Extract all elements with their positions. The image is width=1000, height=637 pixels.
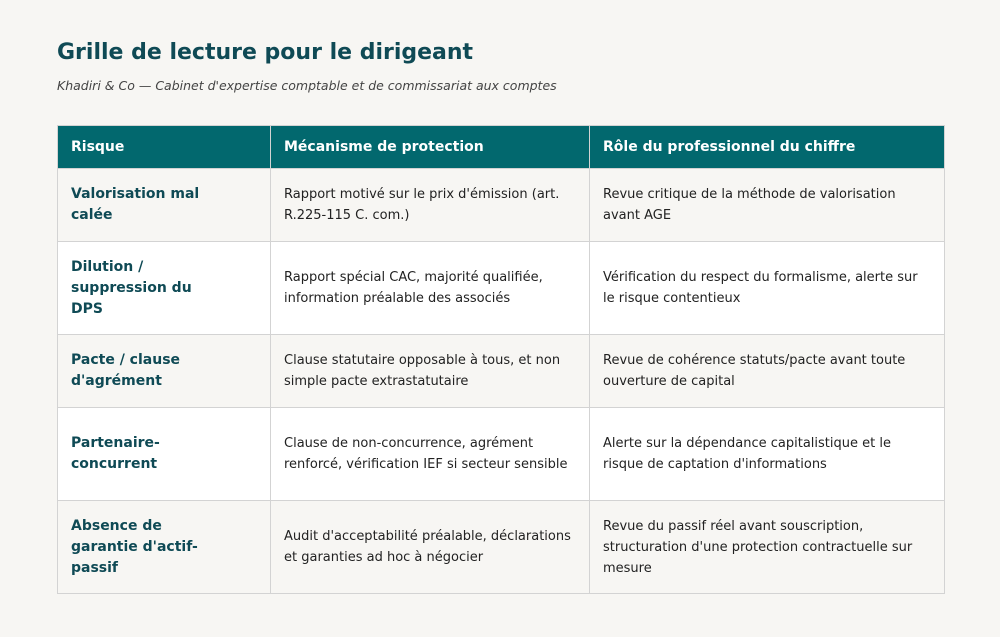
table-row — [58, 408, 945, 501]
table-row — [58, 501, 945, 594]
page-title: Grille de lecture pour le dirigeant — [57, 40, 474, 65]
role-cell: Vérification du respect du formalisme, alerte sur le risque contentieux — [590, 242, 945, 335]
risk-cell: Dilution / suppression du DPS — [58, 242, 271, 335]
table-header-row — [58, 126, 945, 169]
column-header-risk: Risque — [58, 126, 271, 169]
mechanism-cell: Rapport spécial CAC, majorité qualifiée, information préalable des associés — [271, 242, 590, 335]
role-cell: Alerte sur la dépendance capitalistique et le risque de captation d'informations — [590, 408, 945, 501]
column-header-role: Rôle du professionnel du chiffre — [590, 126, 945, 169]
risk-table — [57, 125, 945, 594]
column-header-mechanism: Mécanisme de protection — [271, 126, 590, 169]
mechanism-cell: Clause de non-concurrence, agrément renforcé, vérification IEF si secteur sensible — [271, 408, 590, 501]
table-row — [58, 242, 945, 335]
role-cell: Revue critique de la méthode de valorisation avant AGE — [590, 169, 945, 242]
table-row — [58, 335, 945, 408]
mechanism-cell: Rapport motivé sur le prix d'émission (art. R.225-115 C. com.) — [271, 169, 590, 242]
role-cell: Revue du passif réel avant souscription, structuration d'une protection contractuelle sur mesure — [590, 501, 945, 594]
mechanism-cell: Audit d'acceptabilité préalable, déclarations et garanties ad hoc à négocier — [271, 501, 590, 594]
risk-cell: Partenaire-concurrent — [58, 408, 271, 501]
page-subtitle: Khadiri & Co — Cabinet d'expertise comptable et de commissariat aux comptes — [57, 78, 557, 93]
table-row — [58, 169, 945, 242]
mechanism-cell: Clause statutaire opposable à tous, et non simple pacte extrastatutaire — [271, 335, 590, 408]
role-cell: Revue de cohérence statuts/pacte avant toute ouverture de capital — [590, 335, 945, 408]
risk-cell: Absence de garantie d'actif-passif — [58, 501, 271, 594]
risk-cell: Valorisation mal calée — [58, 169, 271, 242]
risk-cell: Pacte / clause d'agrément — [58, 335, 271, 408]
